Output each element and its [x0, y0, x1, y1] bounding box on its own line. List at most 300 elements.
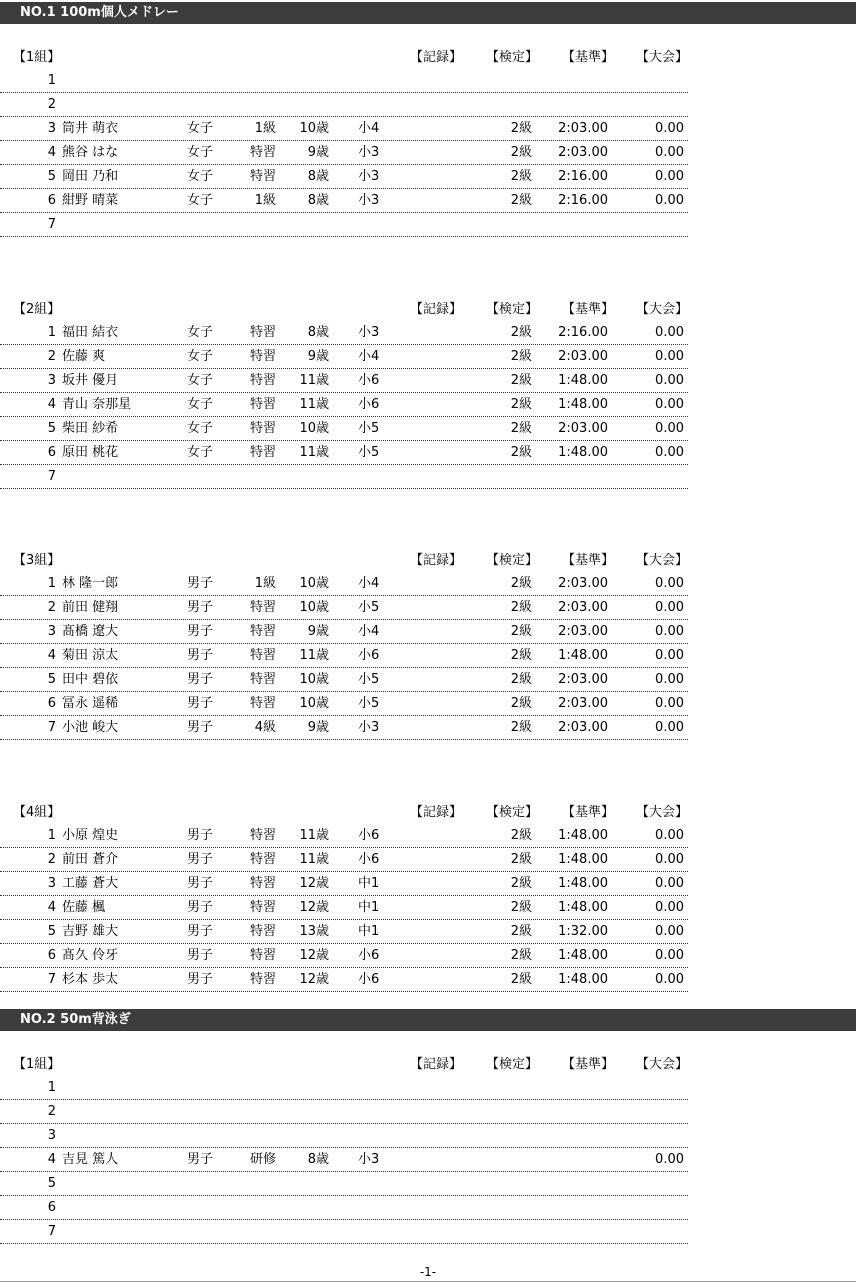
meet-time: 0.00: [655, 720, 684, 735]
swimmer-name: 紺野 晴菜: [62, 193, 119, 208]
school-year: 小3: [358, 169, 380, 184]
test-level: 2級: [510, 852, 532, 867]
standard-time: 2:03.00: [558, 720, 608, 735]
school-year: 小3: [358, 145, 380, 160]
test-level: 2級: [510, 373, 532, 388]
test-level: 2級: [510, 576, 532, 591]
swimmer-name: 岡田 乃和: [62, 169, 119, 184]
meet-time: 0.00: [655, 373, 684, 388]
swimmer-name: 杉本 歩太: [62, 972, 119, 987]
swimmer-name: 工藤 蒼大: [62, 876, 119, 891]
swimmer-grade: 特習: [249, 852, 276, 867]
swimmer-grade: 特習: [249, 648, 276, 663]
lane-number: 6: [47, 948, 56, 963]
swimmer-age: 10歳: [299, 121, 329, 136]
lane-number: 1: [47, 73, 56, 88]
table-row: [0, 164, 688, 189]
meet-time: 0.00: [655, 624, 684, 639]
swimmer-sex: 男子: [187, 600, 214, 615]
lane-number: 2: [47, 852, 56, 867]
swimmer-sex: 女子: [187, 193, 214, 208]
swimmer-name: 青山 奈那星: [62, 397, 132, 412]
swimmer-age: 9歳: [307, 624, 329, 639]
swimmer-age: 8歳: [307, 193, 329, 208]
standard-time: 2:03.00: [558, 349, 608, 364]
table-row: [0, 967, 688, 992]
standard-time: 1:48.00: [558, 648, 608, 663]
swimmer-age: 11歳: [299, 445, 329, 460]
lane-number: 4: [47, 648, 56, 663]
test-level: 2級: [510, 648, 532, 663]
table-row: [0, 92, 688, 117]
school-year: 小6: [358, 948, 380, 963]
table-row: [0, 320, 688, 345]
swimmer-grade: 特習: [249, 325, 276, 340]
lane-number: 3: [47, 373, 56, 388]
meet-time: 0.00: [655, 852, 684, 867]
swimmer-sex: 男子: [187, 924, 214, 939]
heat-header: [0, 300, 856, 320]
school-year: 小6: [358, 852, 380, 867]
swimmer-grade: 特習: [249, 696, 276, 711]
lane-number: 4: [47, 1152, 56, 1167]
standard-time: 2:03.00: [558, 672, 608, 687]
test-level: 2級: [510, 445, 532, 460]
test-level: 2級: [510, 924, 532, 939]
swimmer-name: 筒井 萌衣: [62, 121, 119, 136]
table-row: [0, 691, 688, 716]
swimmer-grade: 特習: [249, 876, 276, 891]
lane-number: 1: [47, 576, 56, 591]
lane-number: 5: [47, 421, 56, 436]
swimmer-name: 福田 結衣: [62, 325, 119, 340]
lane-number: 4: [47, 397, 56, 412]
school-year: 小3: [358, 720, 380, 735]
meet-time: 0.00: [655, 397, 684, 412]
swimmer-sex: 男子: [187, 720, 214, 735]
table-row: [0, 667, 688, 692]
heat-name: 【4組】: [13, 805, 61, 820]
swimmer-name: 佐藤 楓: [62, 900, 106, 915]
record-header: 【記録】: [410, 805, 463, 820]
lane-number: 1: [47, 1080, 56, 1095]
record-header: 【記録】: [410, 1057, 463, 1072]
swimmer-sex: 男子: [187, 648, 214, 663]
table-row: [0, 344, 688, 369]
standard-time: 1:48.00: [558, 876, 608, 891]
heat-header: [0, 551, 856, 571]
test-level: 2級: [510, 349, 532, 364]
lane-number: 1: [47, 325, 56, 340]
lane-number: 6: [47, 1200, 56, 1215]
swimmer-sex: 女子: [187, 169, 214, 184]
lane-number: 5: [47, 1176, 56, 1191]
meet-time: 0.00: [655, 445, 684, 460]
table-row: [0, 1195, 688, 1220]
table-row: [0, 619, 688, 644]
swimmer-age: 10歳: [299, 696, 329, 711]
table-row: [0, 140, 688, 165]
meet-time: 0.00: [655, 421, 684, 436]
swimmer-sex: 男子: [187, 948, 214, 963]
swimmer-age: 8歳: [307, 1152, 329, 1167]
swimmer-age: 12歳: [299, 948, 329, 963]
standard-time: 1:48.00: [558, 972, 608, 987]
table-row: [0, 212, 688, 237]
swimmer-name: 前田 健翔: [62, 600, 119, 615]
swimmer-grade: 特習: [249, 421, 276, 436]
swimmer-name: 冨永 遥稀: [62, 696, 119, 711]
swimmer-sex: 女子: [187, 421, 214, 436]
swimmer-name: 吉見 篤人: [62, 1152, 119, 1167]
lane-number: 2: [47, 349, 56, 364]
lane-number: 7: [47, 720, 56, 735]
swimmer-sex: 女子: [187, 121, 214, 136]
lane-number: 7: [47, 217, 56, 232]
school-year: 中1: [358, 900, 380, 915]
standard-time: 2:03.00: [558, 421, 608, 436]
table-row: [0, 943, 688, 968]
test-level: 2級: [510, 948, 532, 963]
meet-time: 0.00: [655, 169, 684, 184]
table-row: [0, 1099, 688, 1124]
meet-time: 0.00: [655, 696, 684, 711]
swimmer-age: 11歳: [299, 373, 329, 388]
swimmer-sex: 女子: [187, 373, 214, 388]
swimmer-age: 10歳: [299, 672, 329, 687]
meet-time: 0.00: [655, 972, 684, 987]
test-header: 【検定】: [486, 1057, 539, 1072]
swimmer-name: 田中 碧依: [62, 672, 119, 687]
lane-number: 7: [47, 1224, 56, 1239]
standard-time: 2:03.00: [558, 624, 608, 639]
swimmer-age: 10歳: [299, 600, 329, 615]
table-row: [0, 392, 688, 417]
swimmer-name: 前田 蒼介: [62, 852, 119, 867]
swimmer-age: 8歳: [307, 325, 329, 340]
meet-time: 0.00: [655, 193, 684, 208]
swimmer-sex: 男子: [187, 900, 214, 915]
test-header: 【検定】: [486, 553, 539, 568]
swimmer-grade: 特習: [249, 169, 276, 184]
standard-time: 1:48.00: [558, 828, 608, 843]
lane-number: 6: [47, 445, 56, 460]
school-year: 小6: [358, 648, 380, 663]
school-year: 小5: [358, 672, 380, 687]
standard-time: 1:32.00: [558, 924, 608, 939]
table-row: [0, 823, 688, 848]
school-year: 小5: [358, 445, 380, 460]
table-row: [0, 1147, 688, 1172]
swimmer-grade: 特習: [249, 924, 276, 939]
swimmer-name: 坂井 優月: [62, 373, 119, 388]
standard-time: 1:48.00: [558, 373, 608, 388]
swimmer-name: 佐藤 爽: [62, 349, 106, 364]
test-level: 2級: [510, 696, 532, 711]
swimmer-sex: 女子: [187, 145, 214, 160]
test-level: 2級: [510, 121, 532, 136]
swimmer-sex: 男子: [187, 672, 214, 687]
lane-number: 5: [47, 169, 56, 184]
page-number: -1-: [419, 1265, 437, 1279]
test-level: 2級: [510, 672, 532, 687]
swimmer-grade: 特習: [249, 624, 276, 639]
meet-time: 0.00: [655, 900, 684, 915]
standard-header: 【基準】: [562, 302, 615, 317]
swimmer-age: 12歳: [299, 900, 329, 915]
swimmer-grade: 特習: [249, 672, 276, 687]
table-row: [0, 68, 688, 93]
school-year: 小5: [358, 600, 380, 615]
swimmer-sex: 女子: [187, 349, 214, 364]
swimmer-name: 菊田 涼太: [62, 648, 119, 663]
test-level: 2級: [510, 397, 532, 412]
swimmer-grade: 1級: [254, 576, 276, 591]
swimmer-age: 12歳: [299, 972, 329, 987]
swimmer-sex: 男子: [187, 828, 214, 843]
standard-time: 2:16.00: [558, 325, 608, 340]
record-header: 【記録】: [410, 50, 463, 65]
swimmer-grade: 4級: [254, 720, 276, 735]
swimmer-grade: 1級: [254, 193, 276, 208]
test-level: 2級: [510, 876, 532, 891]
swimmer-name: 原田 桃花: [62, 445, 119, 460]
table-row: [0, 571, 688, 596]
school-year: 小3: [358, 325, 380, 340]
swimmer-sex: 女子: [187, 445, 214, 460]
swimmer-grade: 特習: [249, 600, 276, 615]
test-header: 【検定】: [486, 805, 539, 820]
swimmer-grade: 特習: [249, 445, 276, 460]
meet-header: 【大会】: [636, 1057, 689, 1072]
swimmer-age: 9歳: [307, 720, 329, 735]
footer-divider: [0, 1281, 856, 1282]
swimmer-grade: 特習: [249, 145, 276, 160]
table-row: [0, 1075, 688, 1100]
heat-header: [0, 803, 856, 823]
event-title: NO.1 100m個人メドレー: [20, 5, 179, 20]
swimmer-name: 林 隆一郎: [62, 576, 119, 591]
swimmer-name: 柴田 紗希: [62, 421, 119, 436]
test-level: 2級: [510, 325, 532, 340]
event-title-bar: [0, 2, 856, 24]
swimmer-sex: 男子: [187, 1152, 214, 1167]
test-level: 2級: [510, 828, 532, 843]
test-level: 2級: [510, 421, 532, 436]
standard-time: 1:48.00: [558, 397, 608, 412]
swimmer-name: 髙久 伶牙: [62, 948, 119, 963]
test-level: 2級: [510, 972, 532, 987]
swimmer-name: 熊谷 はな: [62, 145, 119, 160]
lane-number: 6: [47, 193, 56, 208]
lane-number: 2: [47, 600, 56, 615]
swimmer-age: 10歳: [299, 576, 329, 591]
standard-time: 1:48.00: [558, 948, 608, 963]
school-year: 小5: [358, 421, 380, 436]
standard-time: 2:16.00: [558, 169, 608, 184]
swimmer-age: 11歳: [299, 828, 329, 843]
meet-time: 0.00: [655, 349, 684, 364]
heat-name: 【1組】: [13, 1057, 61, 1072]
swimmer-age: 11歳: [299, 397, 329, 412]
table-row: [0, 1219, 688, 1244]
standard-time: 2:03.00: [558, 696, 608, 711]
school-year: 小6: [358, 373, 380, 388]
test-header: 【検定】: [486, 50, 539, 65]
lane-number: 4: [47, 145, 56, 160]
test-header: 【検定】: [486, 302, 539, 317]
table-row: [0, 919, 688, 944]
swimmer-sex: 男子: [187, 696, 214, 711]
meet-time: 0.00: [655, 648, 684, 663]
heat-name: 【1組】: [13, 50, 61, 65]
meet-time: 0.00: [655, 876, 684, 891]
swimmer-age: 12歳: [299, 876, 329, 891]
standard-time: 1:48.00: [558, 445, 608, 460]
lane-number: 1: [47, 828, 56, 843]
table-row: [0, 871, 688, 896]
school-year: 小6: [358, 972, 380, 987]
lane-number: 6: [47, 696, 56, 711]
meet-time: 0.00: [655, 600, 684, 615]
swimmer-sex: 男子: [187, 876, 214, 891]
swimmer-grade: 1級: [254, 121, 276, 136]
swimmer-grade: 特習: [249, 948, 276, 963]
swimmer-sex: 男子: [187, 972, 214, 987]
swimmer-age: 10歳: [299, 421, 329, 436]
meet-time: 0.00: [655, 672, 684, 687]
lane-number: 4: [47, 900, 56, 915]
school-year: 小4: [358, 121, 380, 136]
table-row: [0, 116, 688, 141]
meet-header: 【大会】: [636, 805, 689, 820]
swimmer-sex: 男子: [187, 576, 214, 591]
lane-number: 7: [47, 972, 56, 987]
swimmer-sex: 男子: [187, 624, 214, 639]
standard-time: 2:03.00: [558, 145, 608, 160]
swimmer-grade: 特習: [249, 397, 276, 412]
swimmer-age: 8歳: [307, 169, 329, 184]
table-row: [0, 715, 688, 740]
swimmer-grade: 特習: [249, 828, 276, 843]
lane-number: 3: [47, 876, 56, 891]
heat-header: [0, 1055, 856, 1075]
lane-number: 2: [47, 1104, 56, 1119]
standard-time: 1:48.00: [558, 900, 608, 915]
school-year: 小4: [358, 349, 380, 364]
school-year: 小3: [358, 193, 380, 208]
heat-header: [0, 48, 856, 68]
meet-header: 【大会】: [636, 302, 689, 317]
record-header: 【記録】: [410, 553, 463, 568]
standard-time: 2:03.00: [558, 600, 608, 615]
swimmer-age: 9歳: [307, 349, 329, 364]
lane-number: 5: [47, 672, 56, 687]
swimmer-grade: 研修: [249, 1152, 276, 1167]
meet-time: 0.00: [655, 121, 684, 136]
swimmer-grade: 特習: [249, 972, 276, 987]
swimmer-age: 13歳: [299, 924, 329, 939]
meet-time: 0.00: [655, 1152, 684, 1167]
swimmer-name: 吉野 雄大: [62, 924, 119, 939]
school-year: 小4: [358, 624, 380, 639]
event-title: NO.2 50m背泳ぎ: [20, 1012, 131, 1027]
table-row: [0, 440, 688, 465]
table-row: [0, 464, 688, 489]
lane-number: 3: [47, 624, 56, 639]
swimmer-name: 小原 煌史: [62, 828, 119, 843]
meet-time: 0.00: [655, 576, 684, 591]
school-year: 小3: [358, 1152, 380, 1167]
swimmer-age: 11歳: [299, 852, 329, 867]
school-year: 小6: [358, 397, 380, 412]
table-row: [0, 847, 688, 872]
swimmer-sex: 女子: [187, 325, 214, 340]
heat-name: 【2組】: [13, 302, 61, 317]
lane-number: 3: [47, 121, 56, 136]
test-level: 2級: [510, 169, 532, 184]
table-row: [0, 368, 688, 393]
school-year: 中1: [358, 924, 380, 939]
meet-header: 【大会】: [636, 50, 689, 65]
event-title-bar: [0, 1009, 856, 1031]
table-row: [0, 416, 688, 441]
swimmer-grade: 特習: [249, 349, 276, 364]
table-row: [0, 1123, 688, 1148]
meet-time: 0.00: [655, 325, 684, 340]
table-row: [0, 1171, 688, 1196]
standard-time: 2:03.00: [558, 121, 608, 136]
swimmer-age: 9歳: [307, 145, 329, 160]
school-year: 小6: [358, 828, 380, 843]
swimmer-name: 髙橋 遼大: [62, 624, 119, 639]
meet-header: 【大会】: [636, 553, 689, 568]
swimmer-sex: 女子: [187, 397, 214, 412]
table-row: [0, 643, 688, 668]
standard-header: 【基準】: [562, 553, 615, 568]
swimmer-sex: 男子: [187, 852, 214, 867]
table-row: [0, 595, 688, 620]
table-row: [0, 895, 688, 920]
heat-name: 【3組】: [13, 553, 61, 568]
lane-number: 2: [47, 97, 56, 112]
test-level: 2級: [510, 624, 532, 639]
swimmer-grade: 特習: [249, 373, 276, 388]
swimmer-age: 11歳: [299, 648, 329, 663]
table-row: [0, 188, 688, 213]
lane-number: 7: [47, 469, 56, 484]
standard-time: 2:03.00: [558, 576, 608, 591]
meet-time: 0.00: [655, 145, 684, 160]
meet-time: 0.00: [655, 948, 684, 963]
standard-time: 2:16.00: [558, 193, 608, 208]
swimmer-name: 小池 峻大: [62, 720, 119, 735]
lane-number: 3: [47, 1128, 56, 1143]
test-level: 2級: [510, 600, 532, 615]
meet-time: 0.00: [655, 828, 684, 843]
standard-header: 【基準】: [562, 1057, 615, 1072]
test-level: 2級: [510, 193, 532, 208]
school-year: 小4: [358, 576, 380, 591]
school-year: 中1: [358, 876, 380, 891]
test-level: 2級: [510, 900, 532, 915]
lane-number: 5: [47, 924, 56, 939]
test-level: 2級: [510, 720, 532, 735]
standard-time: 1:48.00: [558, 852, 608, 867]
standard-header: 【基準】: [562, 805, 615, 820]
test-level: 2級: [510, 145, 532, 160]
swimmer-grade: 特習: [249, 900, 276, 915]
